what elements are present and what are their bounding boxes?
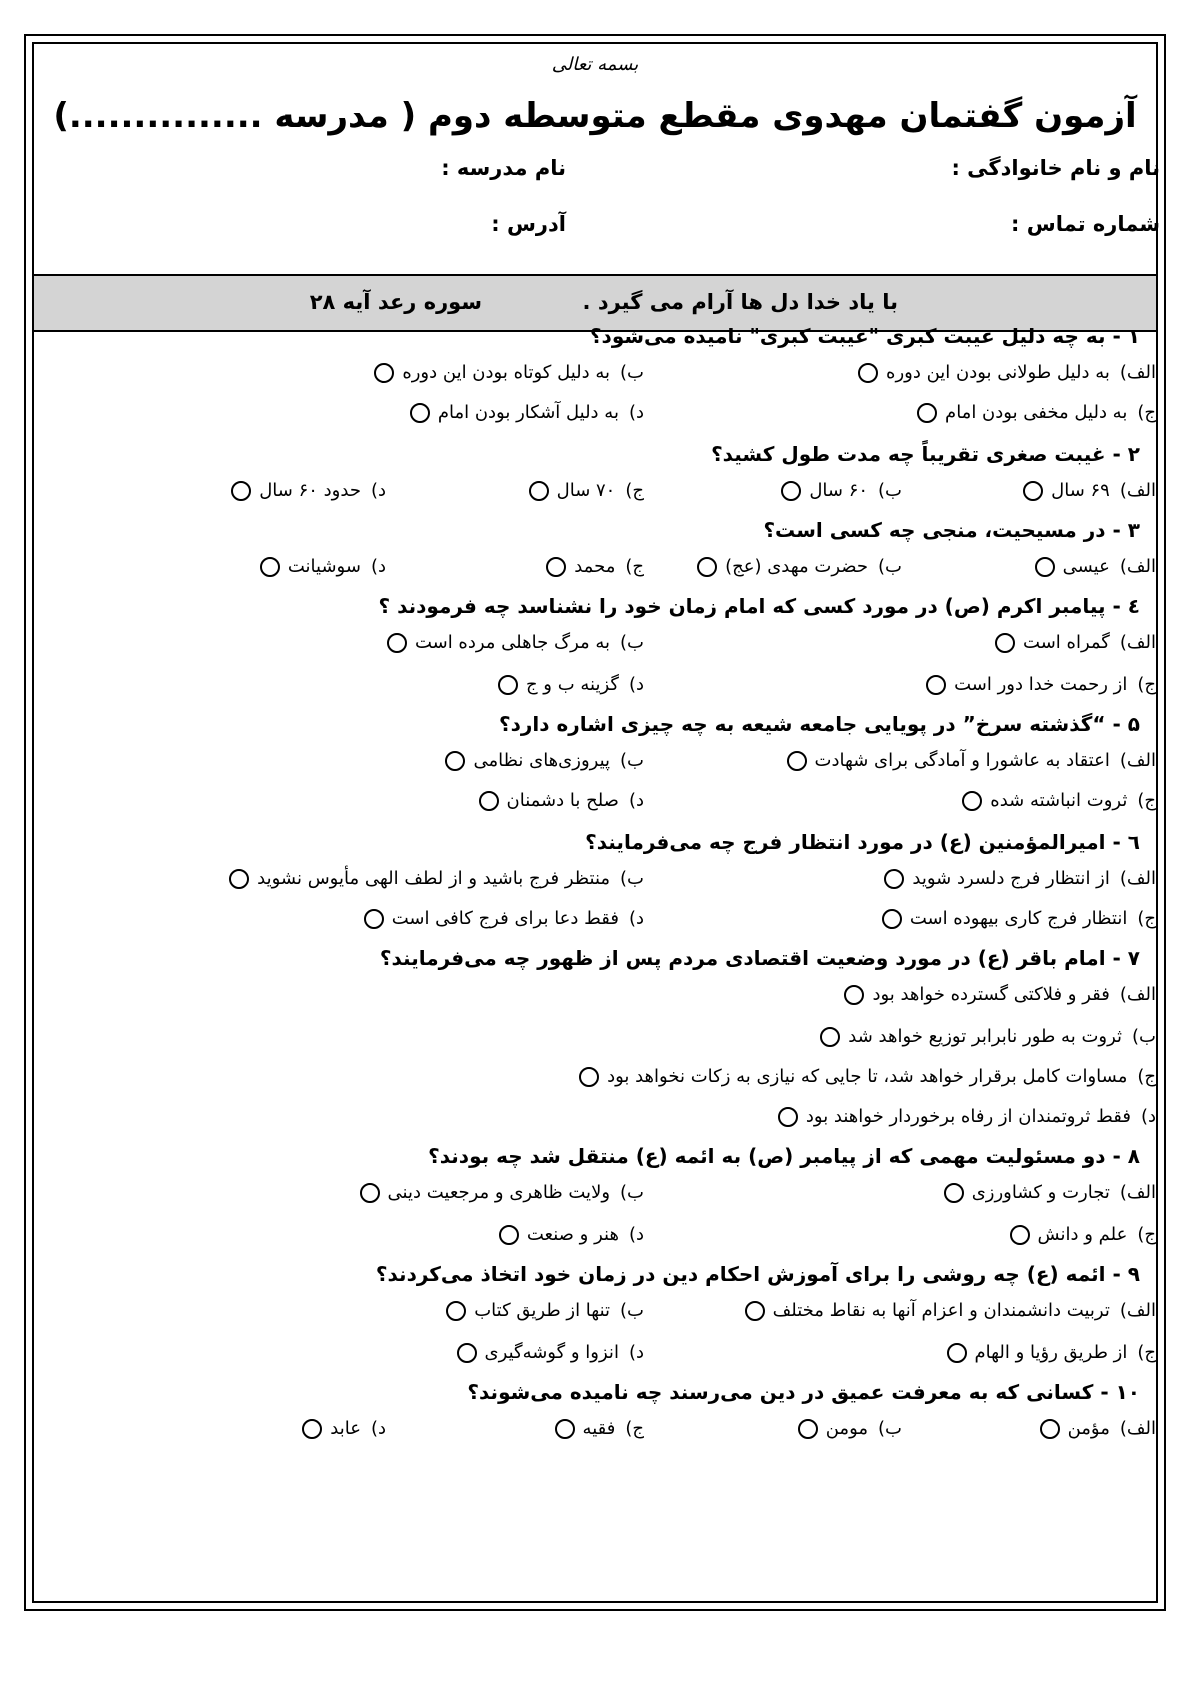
option-9c[interactable]: [947, 1342, 1157, 1363]
question-text: غیبت صغری تقریباً چه مدت طول کشید؟: [711, 442, 1106, 466]
option-8a[interactable]: [944, 1182, 1156, 1203]
question-number: ۵ -: [1112, 712, 1140, 736]
question-text: امام باقر (ع) در مورد وضعیت اقتصادی مردم پس از ظهور چه می‌فرمایند؟: [379, 946, 1106, 970]
option-text: مساوات کامل برقرار خواهد شد، تا جایی که نیازی به زکات نخواهد بود: [607, 1066, 1128, 1087]
question-number: ۲ -: [1112, 442, 1140, 466]
option-3d[interactable]: [260, 556, 386, 577]
answer-circle-icon[interactable]: [374, 363, 394, 383]
option-4a[interactable]: [995, 632, 1156, 653]
option-2c[interactable]: [529, 480, 644, 501]
option-text: از رحمت خدا دور است: [954, 674, 1128, 695]
option-3c[interactable]: [546, 556, 644, 577]
question-number: ۳ -: [1112, 518, 1140, 542]
question-number: ۸ -: [1112, 1144, 1140, 1168]
option-6b[interactable]: [229, 868, 644, 889]
question-8: [428, 1144, 1140, 1168]
question-text: در مسیحیت، منجی چه کسی است؟: [763, 518, 1106, 542]
option-5b[interactable]: [445, 750, 644, 771]
option-5c[interactable]: [962, 790, 1156, 811]
answer-circle-icon[interactable]: [555, 1419, 575, 1439]
option-8d[interactable]: [499, 1224, 644, 1245]
option-text: محمد: [574, 556, 616, 577]
option-text: انزوا و گوشه‌گیری: [484, 1342, 619, 1363]
option-letter: د): [628, 908, 644, 929]
option-letter: الف): [1119, 1418, 1156, 1439]
option-text: تنها از طریق کتاب: [474, 1300, 611, 1321]
option-text: گمراه است: [1023, 632, 1110, 653]
answer-circle-icon[interactable]: [364, 909, 384, 929]
question-text: “گذشته سرخ” در پویایی جامعه شیعه به چه چیزی اشاره دارد؟: [499, 712, 1106, 736]
answer-circle-icon[interactable]: [1035, 557, 1055, 577]
option-1c[interactable]: [917, 402, 1156, 423]
option-letter: ب): [620, 632, 644, 653]
answer-circle-icon[interactable]: [387, 633, 407, 653]
option-letter: ب): [620, 868, 644, 889]
option-text: به دلیل آشکار بودن امام: [437, 402, 619, 423]
option-letter: الف): [1119, 750, 1156, 771]
option-7b[interactable]: [820, 1026, 1156, 1047]
option-text: گزینه ب و ج: [525, 674, 619, 695]
option-8b[interactable]: [360, 1182, 644, 1203]
option-10a[interactable]: [1040, 1418, 1156, 1439]
question-5: [499, 712, 1140, 736]
question-10: [467, 1380, 1140, 1404]
option-1b[interactable]: [374, 362, 644, 383]
option-9d[interactable]: [457, 1342, 644, 1363]
answer-circle-icon[interactable]: [882, 909, 902, 929]
question-2: [711, 442, 1140, 466]
answer-circle-icon[interactable]: [229, 869, 249, 889]
option-letter: ب): [878, 556, 902, 577]
option-9b[interactable]: [446, 1300, 644, 1321]
option-10c[interactable]: [555, 1418, 644, 1439]
question-text: پیامبر اکرم (ص) در مورد کسی که امام زمان خود را نشناسد چه فرمودند ؟: [378, 594, 1106, 618]
option-letter: ب): [878, 480, 902, 501]
option-text: به دلیل طولانی بودن این دوره: [886, 362, 1110, 383]
answer-circle-icon[interactable]: [820, 1027, 840, 1047]
option-text: صلح با دشمنان: [506, 790, 619, 811]
verse-text: با یاد خدا دل ها آرام می گیرد .: [582, 290, 898, 314]
option-text: فقر و فلاکتی گسترده خواهد بود: [872, 984, 1110, 1005]
option-letter: ج): [625, 1418, 644, 1439]
answer-circle-icon[interactable]: [479, 791, 499, 811]
option-letter: ب): [1132, 1026, 1156, 1047]
option-letter: ج): [1137, 1066, 1156, 1087]
option-text: تجارت و کشاورزی: [971, 1182, 1110, 1203]
answer-circle-icon[interactable]: [499, 1225, 519, 1245]
answer-circle-icon[interactable]: [302, 1419, 322, 1439]
question-text: کسانی که به معرفت عمیق در دین می‌رسند چه نامیده می‌شوند؟: [467, 1380, 1094, 1404]
option-1a[interactable]: [858, 362, 1156, 383]
question-3: [763, 518, 1140, 542]
option-letter: د): [628, 1224, 644, 1245]
option-letter: ج): [1137, 402, 1156, 423]
basmala: بسمه تعالی: [551, 54, 639, 75]
answer-circle-icon[interactable]: [947, 1343, 967, 1363]
option-text: حدود ۶۰ سال: [259, 480, 361, 501]
question-text: ائمه (ع) چه روشی را برای آموزش احکام دین در زمان خود اتخاذ می‌کردند؟: [375, 1262, 1106, 1286]
answer-circle-icon[interactable]: [926, 675, 946, 695]
option-text: منتظر فرج باشید و از لطف الهی مأیوس نشوید: [257, 868, 611, 889]
option-10d[interactable]: [302, 1418, 386, 1439]
answer-circle-icon[interactable]: [697, 557, 717, 577]
answer-circle-icon[interactable]: [1023, 481, 1043, 501]
option-3a[interactable]: [1035, 556, 1156, 577]
answer-circle-icon[interactable]: [445, 751, 465, 771]
answer-circle-icon[interactable]: [410, 403, 430, 423]
option-letter: ج): [1137, 1342, 1156, 1363]
option-letter: الف): [1119, 1300, 1156, 1321]
option-text: به مرگ جاهلی مرده است: [414, 632, 611, 653]
option-7c[interactable]: [579, 1066, 1156, 1087]
question-text: امیرالمؤمنین (ع) در مورد انتظار فرج چه می‌فرمایند؟: [585, 830, 1106, 854]
option-text: اعتقاد به عاشورا و آمادگی برای شهادت: [814, 750, 1110, 771]
option-3b[interactable]: [697, 556, 902, 577]
option-letter: د): [370, 556, 386, 577]
option-letter: ب): [878, 1418, 902, 1439]
phone-label: شماره تماس :: [1011, 212, 1160, 236]
answer-circle-icon[interactable]: [787, 751, 807, 771]
question-7: [380, 946, 1140, 970]
answer-circle-icon[interactable]: [446, 1301, 466, 1321]
option-text: ۶۹ سال: [1051, 480, 1110, 501]
option-letter: ج): [1137, 674, 1156, 695]
question-number: ۱۰ -: [1100, 1380, 1140, 1404]
option-7d[interactable]: [778, 1106, 1156, 1127]
option-letter: د): [370, 480, 386, 501]
answer-circle-icon[interactable]: [579, 1067, 599, 1087]
answer-circle-icon[interactable]: [745, 1301, 765, 1321]
name-label: نام و نام خانوادگی :: [951, 156, 1160, 180]
question-6: [585, 830, 1140, 854]
option-text: مؤمن: [1067, 1418, 1110, 1439]
answer-circle-icon[interactable]: [546, 557, 566, 577]
answer-circle-icon[interactable]: [858, 363, 878, 383]
question-number: ٤ -: [1112, 594, 1140, 618]
answer-circle-icon[interactable]: [917, 403, 937, 423]
verse-source: سوره رعد آیه ۲۸: [309, 290, 482, 314]
option-6c[interactable]: [882, 908, 1156, 929]
option-text: عابد: [330, 1418, 361, 1439]
option-text: حضرت مهدی (عج): [725, 556, 869, 577]
option-letter: ج): [1137, 790, 1156, 811]
option-letter: د): [628, 1342, 644, 1363]
answer-circle-icon[interactable]: [1040, 1419, 1060, 1439]
option-text: فقیه: [582, 1418, 616, 1439]
option-letter: الف): [1119, 868, 1156, 889]
school-label: نام مدرسه :: [441, 156, 566, 180]
option-text: از طریق رؤیا و الهام: [974, 1342, 1128, 1363]
option-text: سوشیانت: [287, 556, 361, 577]
option-5a[interactable]: [787, 750, 1156, 771]
question-1: [590, 324, 1140, 348]
answer-circle-icon[interactable]: [995, 633, 1015, 653]
option-text: به دلیل کوتاه بودن این دوره: [402, 362, 611, 383]
option-letter: ب): [620, 1182, 644, 1203]
option-1d[interactable]: [410, 402, 644, 423]
exam-title: آزمون گفتمان مهدوی مقطع متوسطه دوم ( مدرسه ...............): [53, 96, 1137, 136]
option-10b[interactable]: [798, 1418, 902, 1439]
option-text: ثروت به طور نابرابر توزیع خواهد شد: [848, 1026, 1123, 1047]
option-letter: ب): [620, 362, 644, 383]
option-9a[interactable]: [745, 1300, 1156, 1321]
answer-circle-icon[interactable]: [944, 1183, 964, 1203]
question-number: ۹ -: [1112, 1262, 1140, 1286]
option-letter: الف): [1119, 632, 1156, 653]
option-letter: ب): [620, 1300, 644, 1321]
option-text: ثروت انباشته شده: [990, 790, 1128, 811]
option-8c[interactable]: [1010, 1224, 1156, 1245]
answer-circle-icon[interactable]: [844, 985, 864, 1005]
option-7a[interactable]: [844, 984, 1156, 1005]
option-text: انتظار فرج کاری بیهوده است: [909, 908, 1128, 929]
option-text: مومن: [825, 1418, 869, 1439]
option-letter: ج): [625, 556, 644, 577]
answer-circle-icon[interactable]: [260, 557, 280, 577]
option-text: تربیت دانشمندان و اعزام آنها به نقاط مختلف: [772, 1300, 1110, 1321]
answer-circle-icon[interactable]: [781, 481, 801, 501]
option-6a[interactable]: [884, 868, 1156, 889]
option-text: فقط ثروتمندان از رفاه برخوردار خواهند بود: [805, 1106, 1131, 1127]
answer-circle-icon[interactable]: [884, 869, 904, 889]
option-2a[interactable]: [1023, 480, 1156, 501]
answer-circle-icon[interactable]: [529, 481, 549, 501]
answer-circle-icon[interactable]: [231, 481, 251, 501]
option-letter: ب): [620, 750, 644, 771]
option-text: ۷۰ سال: [556, 480, 616, 501]
question-number: ٦ -: [1112, 830, 1140, 854]
option-4c[interactable]: [926, 674, 1156, 695]
answer-circle-icon[interactable]: [1010, 1225, 1030, 1245]
question-number: ۷ -: [1112, 946, 1140, 970]
question-9: [376, 1262, 1140, 1286]
option-5d[interactable]: [479, 790, 645, 811]
option-letter: د): [628, 790, 644, 811]
option-text: ۶۰ سال: [809, 480, 869, 501]
option-text: علم و دانش: [1037, 1224, 1128, 1245]
answer-circle-icon[interactable]: [360, 1183, 380, 1203]
option-text: عیسی: [1062, 556, 1110, 577]
option-letter: ج): [625, 480, 644, 501]
option-letter: الف): [1119, 362, 1156, 383]
option-text: به دلیل مخفی بودن امام: [945, 402, 1128, 423]
answer-circle-icon[interactable]: [778, 1107, 798, 1127]
option-letter: الف): [1119, 480, 1156, 501]
option-letter: الف): [1119, 984, 1156, 1005]
option-letter: ج): [1137, 1224, 1156, 1245]
option-4d[interactable]: [498, 674, 644, 695]
option-text: پیروزی‌های نظامی: [473, 750, 611, 771]
option-letter: الف): [1119, 1182, 1156, 1203]
option-letter: الف): [1119, 556, 1156, 577]
address-label: آدرس :: [491, 212, 566, 236]
option-letter: د): [370, 1418, 386, 1439]
option-2d[interactable]: [231, 480, 386, 501]
answer-circle-icon[interactable]: [798, 1419, 818, 1439]
question-4: [379, 594, 1140, 618]
answer-circle-icon[interactable]: [457, 1343, 477, 1363]
option-6d[interactable]: [364, 908, 644, 929]
answer-circle-icon[interactable]: [962, 791, 982, 811]
option-text: هنر و صنعت: [526, 1224, 619, 1245]
answer-circle-icon[interactable]: [498, 675, 518, 695]
option-text: ولایت ظاهری و مرجعیت دینی: [387, 1182, 611, 1203]
option-text: فقط دعا برای فرج کافی است: [391, 908, 619, 929]
option-4b[interactable]: [387, 632, 644, 653]
question-text: دو مسئولیت مهمی که از پیامبر (ص) به ائمه (ع) منتقل شد چه بودند؟: [428, 1144, 1106, 1168]
option-letter: د): [628, 674, 644, 695]
question-text: به چه دلیل غیبت کبری "غیبت کبری" نامیده می‌شود؟: [589, 324, 1106, 348]
option-letter: د): [628, 402, 644, 423]
option-letter: ج): [1137, 908, 1156, 929]
option-letter: د): [1140, 1106, 1156, 1127]
option-text: از انتظار فرج دلسرد شوید: [912, 868, 1110, 889]
option-2b[interactable]: [781, 480, 902, 501]
question-number: ۱ -: [1112, 324, 1140, 348]
exam-page: [34, 44, 1160, 1601]
